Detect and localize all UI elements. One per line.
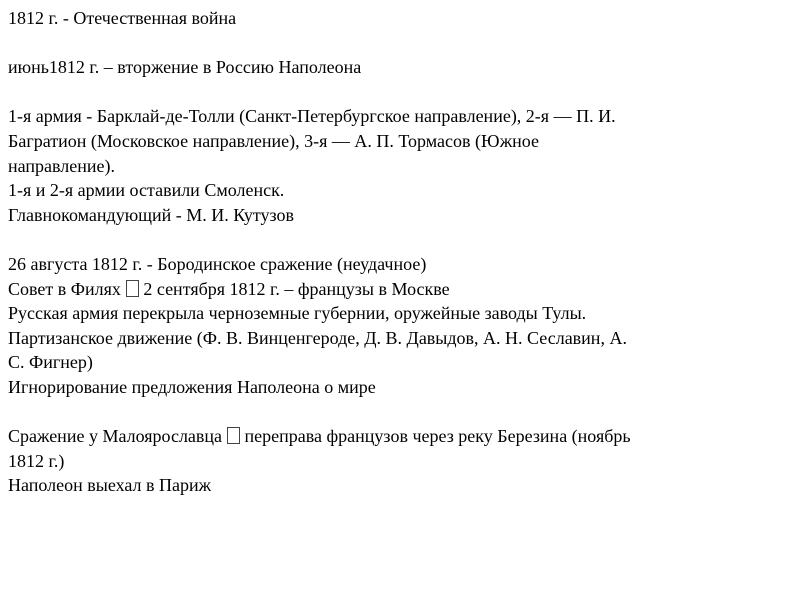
title-line: 1812 г. - Отечественная война — [8, 8, 237, 28]
fili-line — [8, 277, 792, 302]
missing-glyph-arrow-icon — [227, 427, 240, 444]
blank-line — [8, 227, 792, 252]
invasion-line: июнь1812 г. – вторжение в Россию Наполеона — [8, 57, 362, 78]
fili-text-end: 2 сентября 1812 г. – французы в Москве — [143, 278, 450, 299]
commander-line: Главнокомандующий - М. И. Кутузов — [8, 204, 295, 225]
armies-line-3: направление). — [8, 155, 115, 176]
blank-line — [8, 80, 792, 105]
maloyaroslavets-text-start: Сражение у Малоярославца — [8, 426, 223, 447]
peace-line: Игнорирование предложения Наполеона о мире — [8, 376, 376, 397]
borodino-line: 26 августа 1812 г. - Бородинское сражение (неудачное) — [8, 253, 427, 274]
blank-line — [8, 31, 792, 56]
partisans-line-2: С. Фигнер) — [8, 352, 93, 373]
tula-line: Русская армия перекрыла черноземные губернии, оружейные заводы Тулы. — [8, 303, 587, 324]
blank-line — [8, 400, 792, 425]
partisans-line-1: Партизанское движение (Ф. В. Винценгероде, Д. В. Давыдов, А. Н. Сеславин, А. — [8, 327, 627, 348]
armies-line-2: Багратион (Московское направление), 3-я — А. П. Тормасов (Южное — [8, 130, 539, 151]
maloyaroslavets-line — [8, 424, 792, 449]
armies-line-1: 1-я армия - Барклай-де-Толли (Санкт-Петербургское направление), 2-я — П. И. — [8, 106, 616, 127]
smolensk-line: 1-я и 2-я армии оставили Смоленск. — [8, 180, 285, 201]
maloyaroslavets-line-2: 1812 г.) — [8, 450, 65, 471]
fili-text-start: Совет в Филях — [8, 278, 121, 299]
maloyaroslavets-text-end: переправа французов через реку Березина (ноябрь — [244, 426, 631, 447]
missing-glyph-arrow-icon — [126, 280, 139, 297]
paris-line: Наполеон выехал в Париж — [8, 475, 212, 496]
slide-text — [8, 6, 792, 498]
